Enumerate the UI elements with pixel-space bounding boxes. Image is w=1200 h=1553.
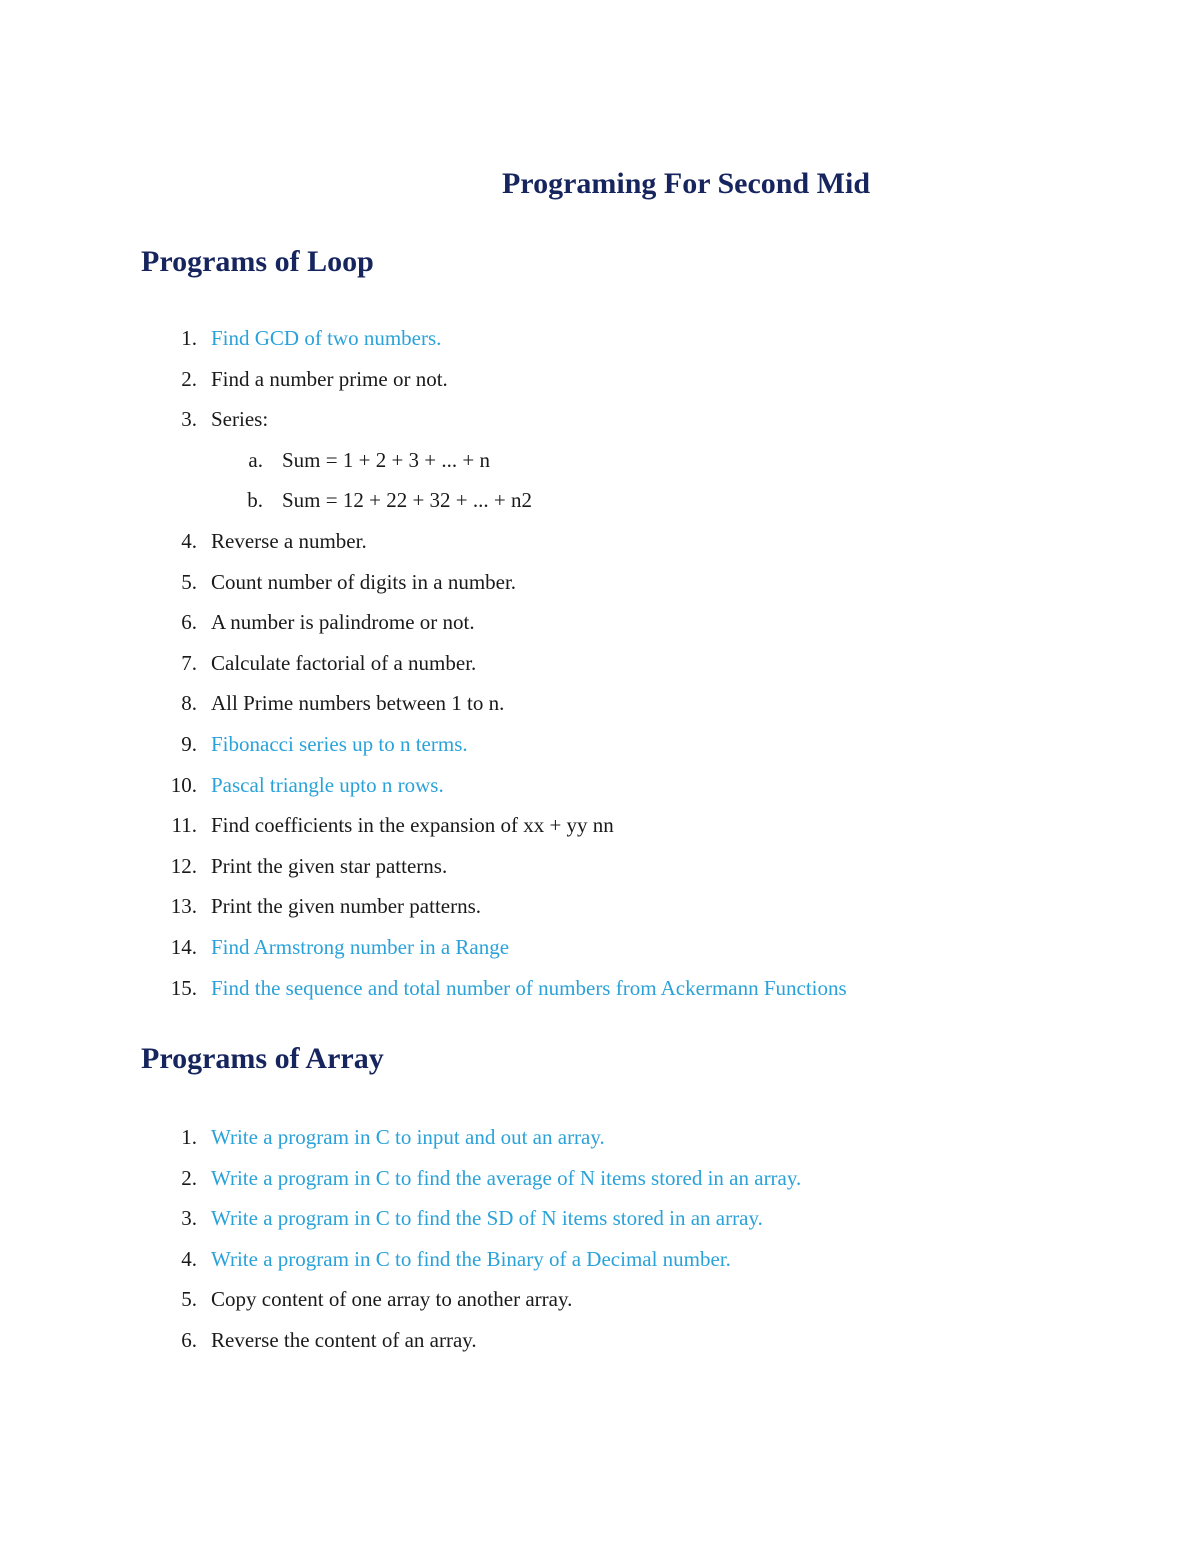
item-link[interactable]: Pascal triangle upto n rows. <box>211 772 444 797</box>
item-letter: a. <box>248 447 263 472</box>
item-text: Series: <box>211 407 269 432</box>
item-text: Reverse the content of an array. <box>211 1327 477 1352</box>
item-number: 5. <box>181 1287 197 1312</box>
item-link[interactable]: Find Armstrong number in a Range <box>211 934 510 959</box>
document-title: Programing For Second Mid <box>501 167 871 200</box>
item-number: 15. <box>170 975 197 1000</box>
item-number: 4. <box>181 1246 197 1271</box>
item-number: 5. <box>181 569 197 594</box>
item-link[interactable]: Write a program in C to find the average of N items stored in an array. <box>211 1165 802 1190</box>
item-link[interactable]: Find the sequence and total number of numbers from Ackermann Functions <box>211 975 847 1000</box>
item-number: 4. <box>181 528 197 553</box>
item-link[interactable]: Write a program in C to find the SD of N items stored in an array. <box>211 1206 763 1231</box>
section-heading-loop: Programs of Loop <box>141 245 374 278</box>
item-text: Calculate factorial of a number. <box>211 650 477 675</box>
item-text: Sum = 12 + 22 + 32 + ... + n2 <box>282 488 532 513</box>
item-link[interactable]: Fibonacci series up to n terms. <box>211 731 468 756</box>
item-number: 8. <box>181 691 197 716</box>
item-text: A number is palindrome or not. <box>211 610 475 635</box>
item-number: 12. <box>170 853 197 878</box>
item-link[interactable]: Find GCD of two numbers. <box>211 326 442 350</box>
item-number: 6. <box>181 1327 197 1352</box>
item-text: Find coefficients in the expansion of xx + yy nn <box>211 813 614 838</box>
item-text: All Prime numbers between 1 to n. <box>211 691 505 716</box>
item-text: Print the given star patterns. <box>211 853 448 878</box>
item-text: Find a number prime or not. <box>211 366 448 391</box>
item-number: 2. <box>181 366 197 391</box>
item-text: Print the given number patterns. <box>211 894 482 919</box>
item-number: 3. <box>181 407 197 432</box>
item-number: 13. <box>170 894 197 919</box>
item-number: 3. <box>181 1206 197 1231</box>
item-number: 2. <box>181 1165 197 1190</box>
item-number: 11. <box>171 813 197 838</box>
item-number: 14. <box>170 934 197 959</box>
item-letter: b. <box>247 488 263 513</box>
item-number: 6. <box>181 610 197 635</box>
item-number: 10. <box>170 772 197 797</box>
item-text: Sum = 1 + 2 + 3 + ... + n <box>282 447 490 472</box>
item-text: Copy content of one array to another array. <box>211 1287 573 1312</box>
item-text: Count number of digits in a number. <box>211 569 517 594</box>
item-text: Reverse a number. <box>211 528 367 553</box>
item-number: 9. <box>181 731 197 756</box>
item-link[interactable]: Write a program in C to find the Binary of a Decimal number. <box>211 1246 731 1271</box>
section-heading-array: Programs of Array <box>141 1042 384 1075</box>
item-number: 1. <box>181 326 197 350</box>
item-number: 1. <box>181 1125 197 1149</box>
item-number: 7. <box>181 650 197 675</box>
item-link[interactable]: Write a program in C to input and out an array. <box>211 1125 605 1149</box>
